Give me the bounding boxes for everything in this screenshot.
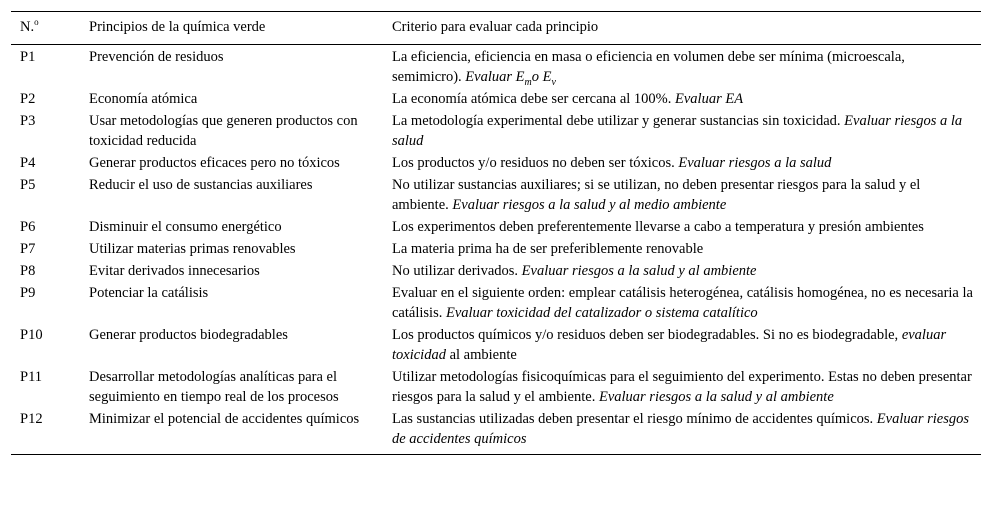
principle-name: Generar productos biodegradables bbox=[89, 327, 288, 343]
criterion-text: No utilizar derivados. bbox=[392, 263, 522, 279]
criterion-text: Las sustancias utilizadas deben presentar el riesgo mínimo de accidentes químicos. bbox=[392, 411, 877, 427]
criterion-italic-text: Evaluar riesgos de accidentes químicos bbox=[392, 411, 970, 447]
criterion-text: Evaluar en el siguiente orden: emplear catálisis heterogénea, catálisis homogénea, no es necesaria la catálisis. bbox=[392, 285, 973, 321]
criterion-subscript: v bbox=[551, 76, 556, 88]
table-row bbox=[11, 153, 981, 175]
principle-name: Utilizar materias primas renovables bbox=[89, 241, 296, 257]
criterion-italic-text: Evaluar EA bbox=[675, 91, 744, 107]
principle-number: P11 bbox=[20, 369, 43, 385]
principle-name: Economía atómica bbox=[89, 91, 198, 107]
principle-number: P10 bbox=[20, 327, 43, 343]
table-row bbox=[11, 45, 981, 90]
criterion-text: La eficiencia, eficiencia en masa o eficiencia en volumen debe ser mínima (microescala, semimicro). bbox=[392, 49, 905, 85]
principle-name: Desarrollar metodologías analíticas para el seguimiento en tiempo real de los procesos bbox=[89, 369, 339, 405]
table-row bbox=[11, 409, 981, 455]
principle-name: Usar metodologías que generen productos con toxicidad reducida bbox=[89, 113, 358, 149]
principle-criterion bbox=[383, 239, 981, 261]
table-row bbox=[11, 89, 981, 111]
table-row bbox=[11, 111, 981, 153]
criterion-text: La metodología experimental debe utilizar y generar sustancias sin toxicidad. bbox=[392, 113, 845, 129]
principle-name: Disminuir el consumo energético bbox=[89, 219, 282, 235]
principle-number: P8 bbox=[20, 263, 36, 279]
criterion-text: La economía atómica debe ser cercana al 100%. bbox=[392, 91, 676, 107]
criterion-text: No utilizar sustancias auxiliares; si se utilizan, no deben presentar riesgos para la salud y el ambiente. bbox=[392, 177, 921, 213]
table-row bbox=[11, 283, 981, 325]
principle-criterion bbox=[383, 283, 981, 325]
principle-name: Evitar derivados innecesarios bbox=[89, 263, 260, 279]
table-row bbox=[11, 325, 981, 367]
criterion-text: La materia prima ha de ser preferiblemente renovable bbox=[392, 241, 704, 257]
table-body bbox=[11, 45, 981, 455]
table-row bbox=[11, 239, 981, 261]
table-header bbox=[11, 12, 981, 45]
header-criterion: Criterio para evaluar cada principio bbox=[383, 12, 981, 45]
principle-name: Generar productos eficaces pero no tóxicos bbox=[89, 155, 340, 171]
criterion-italic-text: Evaluar riesgos a la salud y al medio ambiente bbox=[452, 197, 727, 213]
table-row bbox=[11, 175, 981, 217]
header-principle: Principios de la química verde bbox=[80, 12, 383, 45]
header-number-main: N. bbox=[20, 19, 35, 35]
criterion-italic-text: Evaluar toxicidad del catalizador o sistema catalítico bbox=[445, 305, 758, 321]
principle-criterion bbox=[383, 409, 981, 455]
principle-criterion bbox=[383, 261, 981, 283]
criterion-text: Los experimentos deben preferentemente llevarse a cabo a temperatura y presión ambientes bbox=[392, 219, 924, 235]
principle-criterion bbox=[383, 367, 981, 409]
table-row bbox=[11, 261, 981, 283]
criterion-text: Utilizar metodologías fisicoquímicas para el seguimiento del experimento. Estas no deben presentar riesgos para la salud y el ambiente. bbox=[392, 369, 972, 405]
principle-number: P2 bbox=[20, 91, 36, 107]
criterion-italic-text: Evaluar riesgos a la salud bbox=[678, 155, 832, 171]
header-row bbox=[11, 12, 981, 45]
principles-table-container bbox=[11, 11, 981, 455]
principle-criterion bbox=[383, 153, 981, 175]
principle-criterion bbox=[383, 89, 981, 111]
green-chemistry-principles-table bbox=[11, 11, 981, 455]
principle-criterion bbox=[383, 111, 981, 153]
criterion-italic-text: Evaluar riesgos a la salud y al ambiente bbox=[598, 389, 834, 405]
principle-criterion bbox=[383, 217, 981, 239]
principle-name: Reducir el uso de sustancias auxiliares bbox=[89, 177, 313, 193]
table-row bbox=[11, 217, 981, 239]
criterion-italic-text: Evaluar riesgos a la salud bbox=[392, 113, 963, 149]
principle-number: P3 bbox=[20, 113, 36, 129]
criterion-text: Los productos y/o residuos no deben ser tóxicos. bbox=[392, 155, 679, 171]
principle-criterion bbox=[383, 325, 981, 367]
criterion-italic-text: Evaluar E bbox=[465, 69, 525, 85]
principle-name: Potenciar la catálisis bbox=[89, 285, 209, 301]
table-row bbox=[11, 367, 981, 409]
principle-criterion bbox=[383, 175, 981, 217]
criterion-italic-text: o E bbox=[531, 69, 552, 85]
principle-number: P1 bbox=[20, 49, 36, 65]
principle-criterion bbox=[383, 45, 981, 90]
header-number bbox=[11, 12, 80, 45]
criterion-italic-text: evaluar toxicidad bbox=[392, 327, 947, 363]
principle-number: P12 bbox=[11, 409, 80, 455]
criterion-italic-text: Evaluar riesgos a la salud y al ambiente bbox=[521, 263, 757, 279]
principle-number: P7 bbox=[20, 241, 36, 257]
principle-number: P6 bbox=[20, 219, 36, 235]
principle-name: Minimizar el potencial de accidentes químicos bbox=[80, 409, 383, 455]
criterion-subscript: m bbox=[524, 76, 532, 88]
principle-number: P9 bbox=[20, 285, 36, 301]
principle-number: P5 bbox=[20, 177, 36, 193]
principle-name: Prevención de residuos bbox=[89, 49, 224, 65]
criterion-text: al ambiente bbox=[445, 347, 517, 363]
criterion-text: Los productos químicos y/o residuos deben ser biodegradables. Si no es biodegradable, bbox=[392, 327, 902, 343]
header-number-sup: o bbox=[34, 17, 39, 28]
principle-number: P4 bbox=[20, 155, 36, 171]
